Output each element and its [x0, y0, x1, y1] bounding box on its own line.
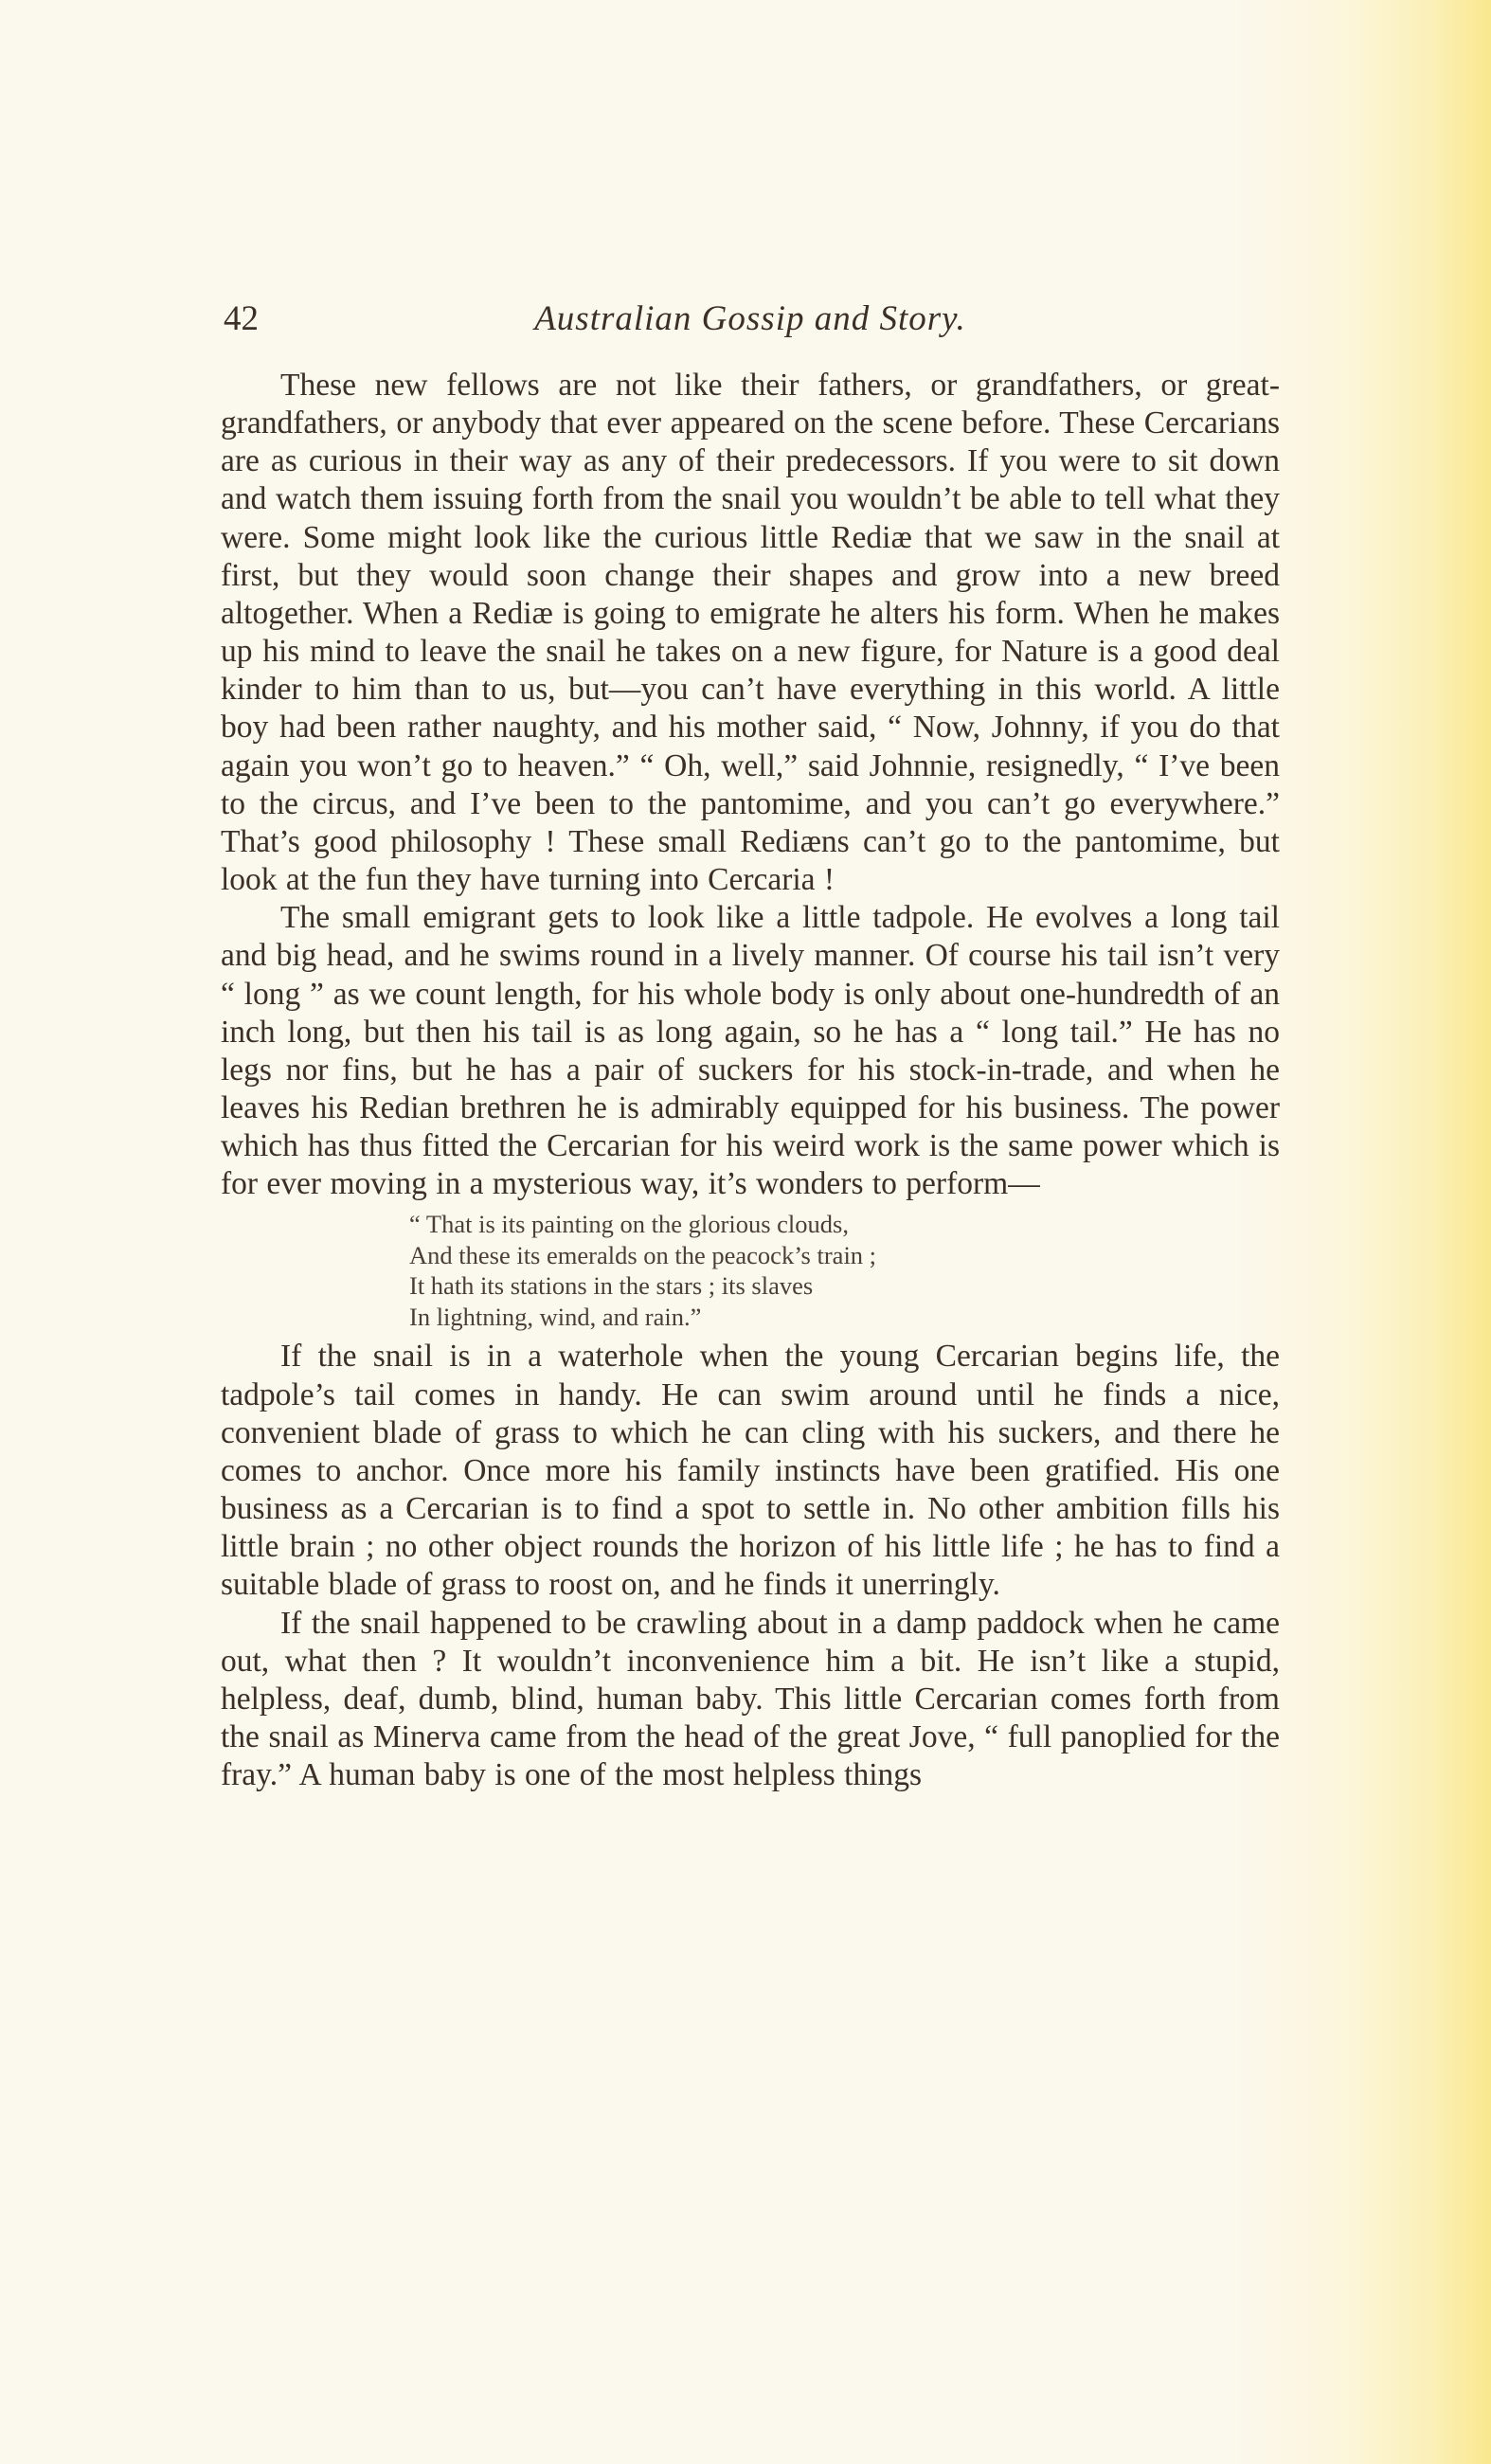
running-title: Australian Gossip and Story.: [534, 299, 966, 338]
verse-line: And these its emeralds on the peacock’s train ;: [409, 1240, 877, 1269]
verse-line: In lightning, wind, and rain.”: [409, 1302, 702, 1331]
paragraph-tadpole: The small emigrant gets to look like a little tadpole. He evolves a long tail and big head, and he swims round in a lively manner. Of course his tail isn’t very “ long ” as we count length, for his whole body is only about one-hundredth of an inch long, but then his tail is as long again, so he has a “ long tail.” He has no legs nor fins, but he has a pair of suckers for his stock-in-trade, and when he leaves his Redian brethren he is admirably equipped for his business. The power which has thus fitted the Cercarian for his weird work is the same power which is for ever moving in a mysterious way, it’s wonders to perform—: [221, 900, 1280, 1202]
paragraph-waterhole: If the snail is in a waterhole when the young Cercarian begins life, the tadpole’s tail comes in handy. He can swim around until he finds a nice, convenient blade of grass to which he can cling with his suckers, and there he comes to anchor. Once more his family instincts have been gratified. His one business as a Cercarian is to find a spot to settle in. No other ambition fills his little brain ; no other object rounds the horizon of his little life ; he has to find a suitable blade of grass to roost on, and he finds it unerringly.: [221, 1339, 1280, 1603]
running-head: [221, 296, 1280, 343]
verse-line: “ That is its painting on the glorious clouds,: [409, 1210, 849, 1239]
body-text: [221, 367, 1280, 1794]
book-page: [221, 296, 1280, 1794]
verse-quotation: [409, 1209, 1280, 1332]
verse-line: It hath its stations in the stars ; its slaves: [409, 1271, 814, 1301]
paragraph-cercarians: These new fellows are not like their fathers, or grandfathers, or great-grandfathers, or anybody that ever appeared on the scene before. These Cercarians are as curious in their way as any of their predecessors. If you were to sit down and watch them issuing forth from the snail you wouldn’t be able to tell what they were. Some might look like the curious little Rediæ that we saw in the snail at first, but they would soon change their shapes and grow into a new breed altogether. When a Rediæ is going to emigrate he alters his form. When he makes up his mind to leave the snail he takes on a new figure, for Nature is a good deal kinder to him than to us, but—you can’t have everything in this world. A little boy had been rather naughty, and his mother said, “ Now, Johnny, if you do that again you won’t go to heaven.” “ Oh, well,” said Johnnie, resignedly, “ I’ve been to the circus, and I’ve been to the pantomime, and you can’t go everywhere.” That’s good philosophy ! These small Rediæns can’t go to the pantomime, but look at the fun they have turning into Cercaria !: [221, 368, 1280, 898]
paragraph-paddock: If the snail happened to be crawling about in a damp paddock when he came out, what then ? It wouldn’t inconvenience him a bit. He isn’t like a stupid, helpless, deaf, dumb, blind, human baby. This little Cercarian comes forth from the snail as Minerva came from the head of the great Jove, “ full panoplied for the fray.” A human baby is one of the most helpless things: [221, 1605, 1280, 1793]
page-number: 42: [224, 299, 259, 338]
